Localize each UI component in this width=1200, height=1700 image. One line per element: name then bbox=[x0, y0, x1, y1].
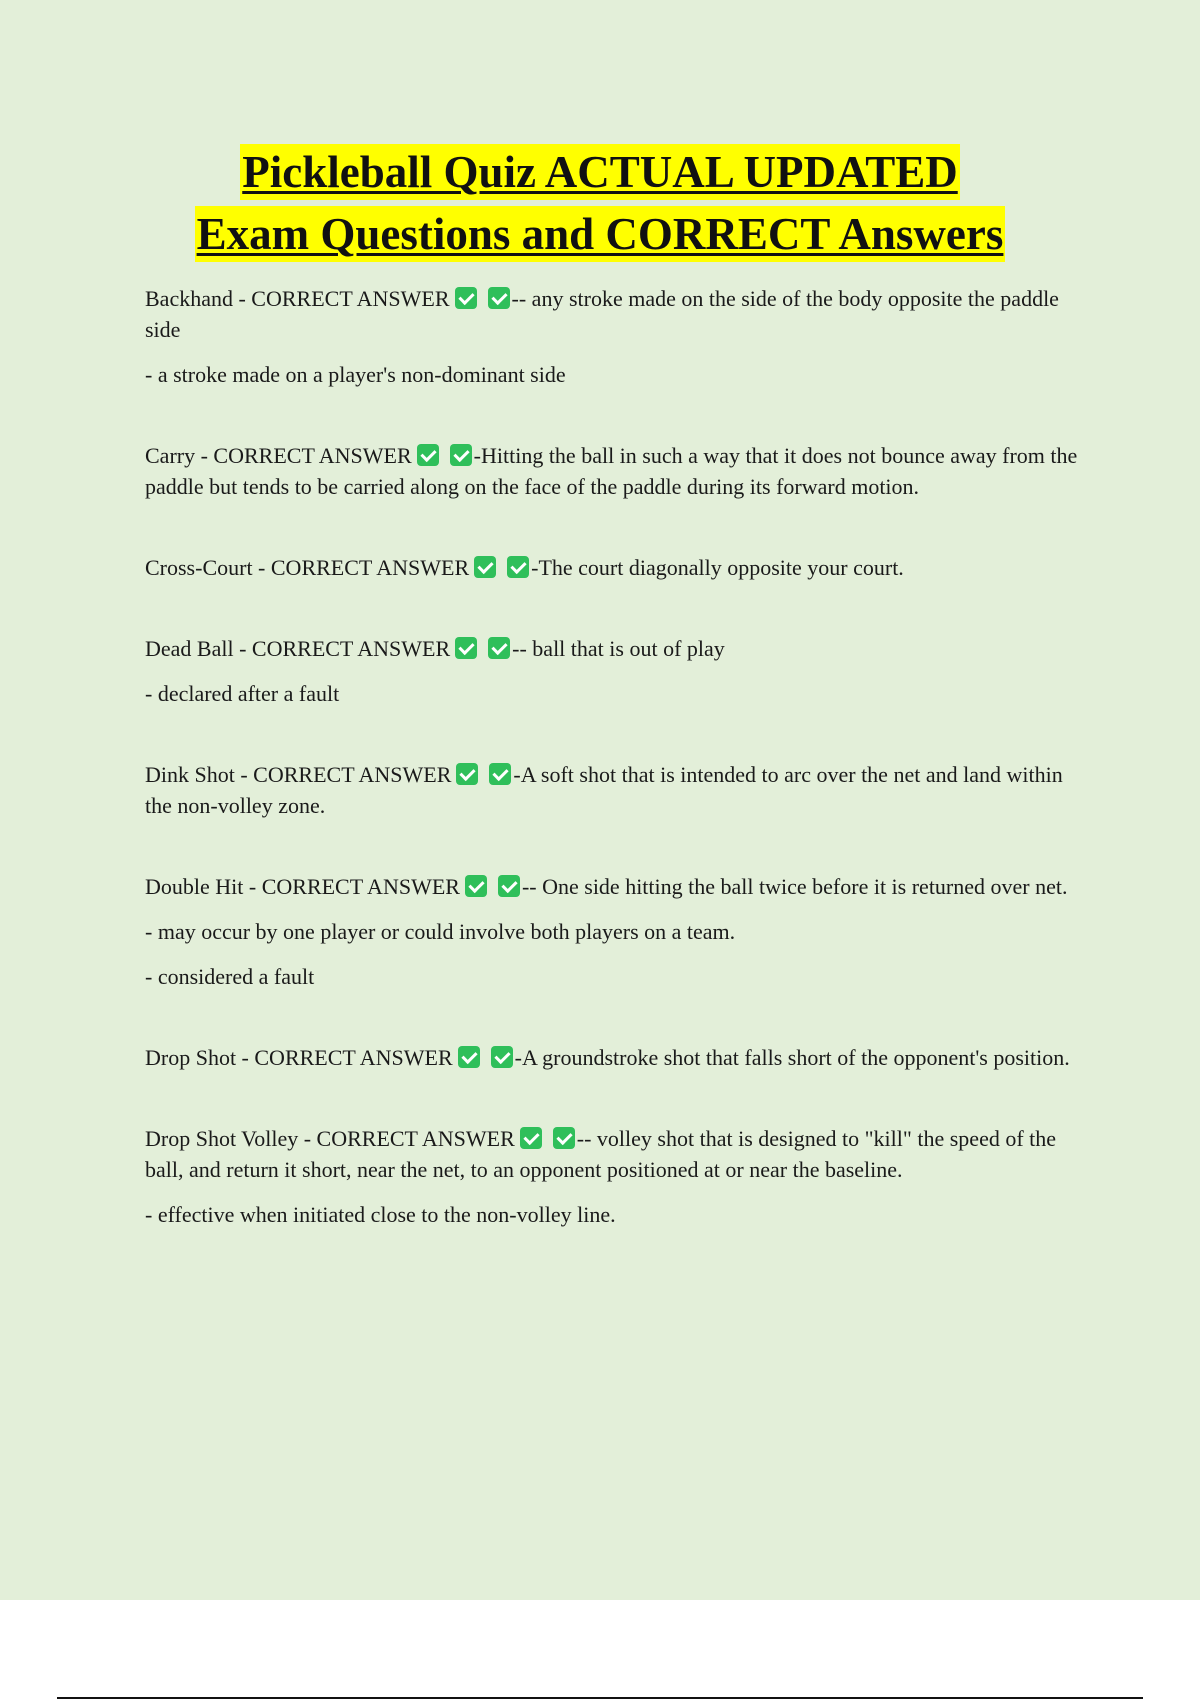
qa-term: Dink Shot - CORRECT ANSWER bbox=[145, 762, 452, 787]
title-line-2: Exam Questions and CORRECT Answers bbox=[195, 206, 1006, 262]
qa-entry bbox=[145, 440, 1095, 502]
qa-definition: -- One side hitting the ball twice before it is returned over net. bbox=[521, 874, 1068, 899]
qa-definition: -- ball that is out of play bbox=[512, 636, 725, 661]
qa-question bbox=[145, 1123, 1095, 1185]
qa-term: Double Hit - CORRECT ANSWER bbox=[145, 874, 460, 899]
qa-definition: -A groundstroke shot that falls short of the opponent's position. bbox=[514, 1045, 1070, 1070]
check-mark-button-icon bbox=[458, 1046, 480, 1068]
qa-extra-line: - considered a fault bbox=[145, 964, 315, 989]
qa-extra-line: - effective when initiated close to the non-volley line. bbox=[145, 1202, 616, 1227]
qa-extra-line: - a stroke made on a player's non-dominant side bbox=[145, 362, 566, 387]
check-mark-button-icon bbox=[455, 637, 477, 659]
qa-list bbox=[145, 283, 1095, 1280]
qa-term: Backhand - CORRECT ANSWER bbox=[145, 286, 450, 311]
qa-question bbox=[145, 633, 1095, 664]
check-mark-button-icon bbox=[488, 287, 510, 309]
check-mark-button-icon bbox=[465, 875, 487, 897]
qa-term: Drop Shot Volley - CORRECT ANSWER bbox=[145, 1126, 515, 1151]
qa-term: Carry - CORRECT ANSWER bbox=[145, 443, 412, 468]
check-mark-button-icon bbox=[455, 287, 477, 309]
document-title bbox=[0, 144, 1200, 268]
qa-term: Dead Ball - CORRECT ANSWER bbox=[145, 636, 451, 661]
qa-term: Cross-Court - CORRECT ANSWER bbox=[145, 555, 470, 580]
qa-definition: -- volley shot that is designed to "kill" the speed of the ball, and return it short, near the net, to an opponent positioned at or near the baseline. bbox=[145, 1126, 1057, 1182]
qa-definition: -The court diagonally opposite your court. bbox=[531, 555, 904, 580]
qa-entry bbox=[145, 871, 1095, 992]
check-mark-button-icon bbox=[491, 1046, 513, 1068]
qa-question bbox=[145, 552, 1095, 583]
check-mark-button-icon bbox=[489, 763, 511, 785]
qa-question bbox=[145, 1042, 1095, 1073]
qa-entry bbox=[145, 759, 1095, 821]
qa-question bbox=[145, 871, 1095, 902]
check-mark-button-icon bbox=[456, 763, 478, 785]
check-mark-button-icon bbox=[450, 444, 472, 466]
qa-question bbox=[145, 283, 1095, 345]
qa-entry bbox=[145, 1123, 1095, 1230]
qa-question bbox=[145, 440, 1095, 502]
check-mark-button-icon bbox=[417, 444, 439, 466]
qa-question bbox=[145, 759, 1095, 821]
title-line-1: Pickleball Quiz ACTUAL UPDATED bbox=[240, 144, 959, 200]
qa-entry bbox=[145, 633, 1095, 709]
check-mark-button-icon bbox=[507, 556, 529, 578]
qa-entry bbox=[145, 283, 1095, 390]
check-mark-button-icon bbox=[553, 1127, 575, 1149]
check-mark-button-icon bbox=[520, 1127, 542, 1149]
qa-entry bbox=[145, 1042, 1095, 1073]
footer-rule bbox=[57, 1697, 1143, 1699]
qa-definition: -- any stroke made on the side of the body opposite the paddle side bbox=[145, 286, 1059, 342]
check-mark-button-icon bbox=[474, 556, 496, 578]
qa-extra-line: - may occur by one player or could involve both players on a team. bbox=[145, 919, 736, 944]
check-mark-button-icon bbox=[498, 875, 520, 897]
check-mark-button-icon bbox=[488, 637, 510, 659]
qa-term: Drop Shot - CORRECT ANSWER bbox=[145, 1045, 453, 1070]
qa-extra-line: - declared after a fault bbox=[145, 681, 340, 706]
qa-definition: -Hitting the ball in such a way that it does not bounce away from the paddle but tends to be carried along on the face of the paddle during its forward motion. bbox=[145, 443, 1078, 499]
qa-definition: -A soft shot that is intended to arc over the net and land within the non-volley zone. bbox=[145, 762, 1063, 818]
qa-entry bbox=[145, 552, 1095, 583]
